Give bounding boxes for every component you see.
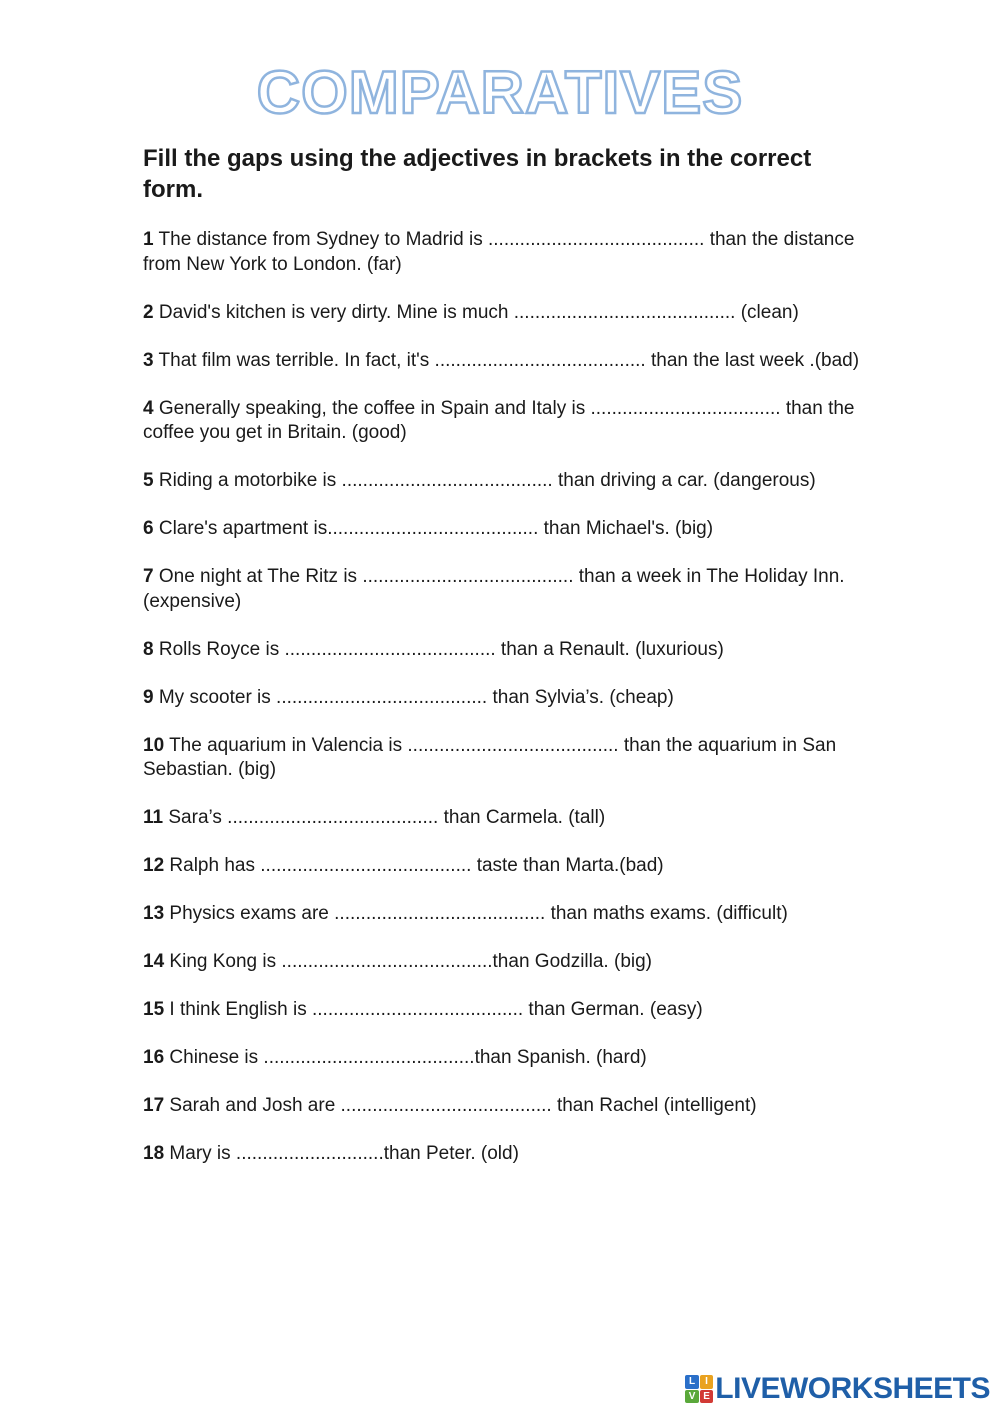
item-text: Rolls Royce is ........................................ than a Renault. (luxurious) xyxy=(158,638,724,660)
item-number: 3 xyxy=(143,349,154,371)
item-text: Generally speaking, the coffee in Spain and Italy is .................................... than the coffee you get in Britain. (good) xyxy=(143,397,855,443)
item-text: Chinese is ........................................than Spanish. (hard) xyxy=(169,1047,647,1068)
item-number: 15 xyxy=(143,999,165,1020)
exercise-item xyxy=(143,1046,863,1071)
item-number: 16 xyxy=(143,1047,165,1068)
item-text: The aquarium in Valencia is ........................................ than the aquarium in San Sebastian. (big) xyxy=(143,734,837,780)
exercise-item xyxy=(143,638,863,663)
item-text: Physics exams are ........................................ than maths exams. (difficult) xyxy=(169,903,788,924)
logo-mark-letter: I xyxy=(700,1375,714,1389)
exercise-item xyxy=(143,301,863,326)
item-text: Sarah and Josh are ........................................ than Rachel (intelligent) xyxy=(169,1095,757,1116)
exercise-item xyxy=(143,1094,863,1119)
item-number: 8 xyxy=(143,638,154,660)
item-number: 11 xyxy=(143,807,164,828)
item-text: That film was terrible. In fact, it's ........................................ than the last week .(bad) xyxy=(158,349,860,371)
item-number: 7 xyxy=(143,566,154,587)
item-text: I think English is ........................................ than German. (easy) xyxy=(169,999,703,1020)
exercise-item xyxy=(143,565,863,614)
item-number: 5 xyxy=(143,470,154,491)
exercise-item xyxy=(143,517,863,542)
exercise-item xyxy=(143,228,863,277)
exercise-list xyxy=(143,228,863,1190)
logo-mark-letter: L xyxy=(685,1375,699,1389)
exercise-item xyxy=(143,734,863,783)
logo-text: LIVEWORKSHEETS xyxy=(715,1372,990,1405)
item-number: 14 xyxy=(143,951,165,972)
exercise-item xyxy=(143,349,863,374)
item-text: King Kong is ........................................than Godzilla. (big) xyxy=(169,951,653,972)
exercise-item xyxy=(143,1142,863,1167)
exercise-item xyxy=(143,902,863,927)
exercise-item xyxy=(143,397,863,446)
item-text: The distance from Sydney to Madrid is ......................................... than the distance from New York to London. (far) xyxy=(143,229,855,275)
item-number: 18 xyxy=(143,1143,165,1164)
item-text: Riding a motorbike is ........................................ than driving a car. (dangerous) xyxy=(158,470,816,491)
exercise-item xyxy=(143,469,863,494)
instructions: Fill the gaps using the adjectives in brackets in the correct form. xyxy=(143,145,812,203)
item-text: My scooter is ........................................ than Sylvia’s. (cheap) xyxy=(158,686,674,708)
liveworksheets-logo-icon xyxy=(685,1375,713,1403)
worksheet-title: COMPARATIVES xyxy=(256,59,744,126)
logo-mark-letter: E xyxy=(700,1390,714,1404)
exercise-item xyxy=(143,854,863,879)
exercise-item xyxy=(143,998,863,1023)
item-text: One night at The Ritz is ........................................ than a week in The Holiday Inn. (expensive) xyxy=(143,566,845,612)
item-number: 9 xyxy=(143,686,154,708)
liveworksheets-logo xyxy=(685,1373,990,1405)
item-text: Ralph has ........................................ taste than Marta.(bad) xyxy=(169,855,664,876)
item-text: Clare's apartment is........................................ than Michael's. (big) xyxy=(158,518,714,539)
item-text: Mary is ............................than Peter. (old) xyxy=(169,1143,519,1164)
item-text: David's kitchen is very dirty. Mine is much .......................................... (clean) xyxy=(158,301,799,323)
item-number: 4 xyxy=(143,397,154,419)
item-number: 1 xyxy=(143,229,154,250)
item-number: 2 xyxy=(143,301,154,323)
exercise-item xyxy=(143,950,863,975)
item-number: 10 xyxy=(143,734,165,756)
exercise-item xyxy=(143,806,863,831)
item-number: 6 xyxy=(143,518,154,539)
item-number: 12 xyxy=(143,855,165,876)
item-number: 17 xyxy=(143,1095,165,1116)
item-text: Sara’s ........................................ than Carmela. (tall) xyxy=(168,807,606,828)
logo-mark-letter: V xyxy=(685,1390,699,1404)
exercise-item xyxy=(143,686,863,711)
item-number: 13 xyxy=(143,903,165,924)
